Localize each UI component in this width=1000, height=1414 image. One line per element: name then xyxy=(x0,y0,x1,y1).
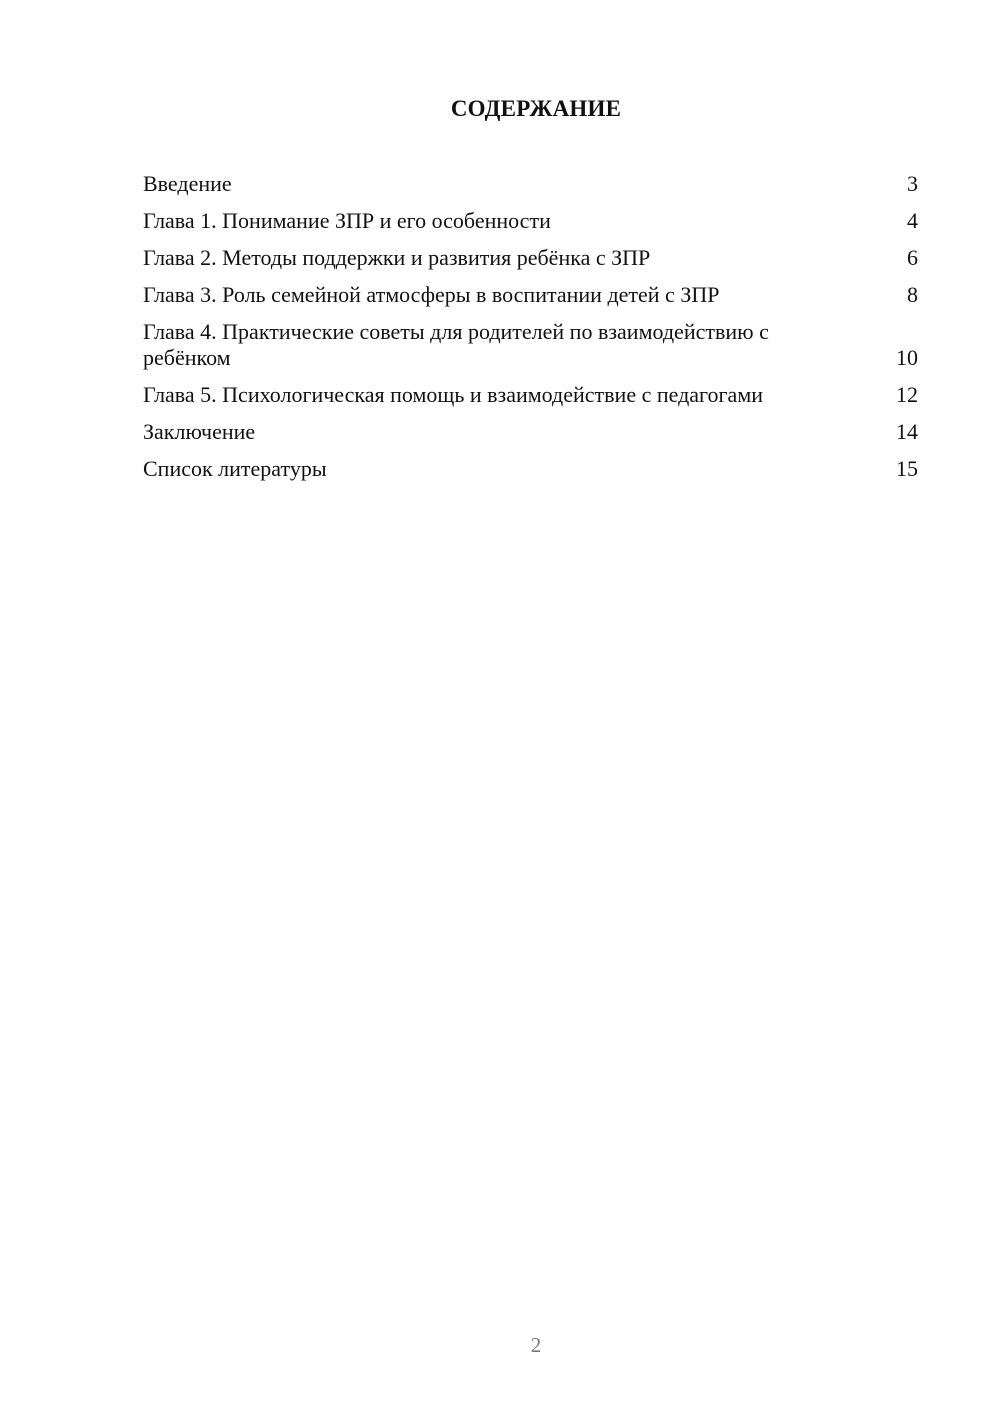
toc-entry-page: 6 xyxy=(907,245,918,270)
toc-entry-page: 10 xyxy=(896,345,918,370)
table-of-contents xyxy=(143,171,918,493)
toc-entry-chapter-1 xyxy=(143,208,918,234)
toc-entry-title: Глава 5. Психологическая помощь и взаимодействие с педагогами xyxy=(143,382,764,407)
toc-entry-chapter-5 xyxy=(143,382,918,408)
toc-entry-title: Список литературы xyxy=(143,456,327,481)
toc-entry-chapter-3 xyxy=(143,282,918,308)
page-number: 2 xyxy=(530,1333,542,1357)
toc-entry-page: 8 xyxy=(907,282,918,307)
toc-entry-title: Глава 3. Роль семейной атмосферы в воспитании детей с ЗПР xyxy=(143,282,720,307)
toc-entry-page: 14 xyxy=(896,419,918,444)
toc-entry-title: Глава 1. Понимание ЗПР и его особенности xyxy=(143,208,551,233)
page-title: СОДЕРЖАНИЕ xyxy=(450,96,622,121)
toc-entry-chapter-4 xyxy=(143,319,918,371)
toc-entry-title: Глава 4. Практические советы для родителей по взаимодействию с ребёнком xyxy=(143,319,769,370)
toc-entry-page: 15 xyxy=(896,456,918,481)
toc-entry-title: Заключение xyxy=(143,419,256,444)
toc-entry-chapter-2 xyxy=(143,245,918,271)
toc-entry-title: Введение xyxy=(143,171,232,196)
toc-entry-page: 4 xyxy=(907,208,918,233)
toc-entry-page: 3 xyxy=(907,171,918,196)
toc-entry-page: 12 xyxy=(896,382,918,407)
toc-entry-references xyxy=(143,456,918,482)
toc-entry-conclusion xyxy=(143,419,918,445)
toc-entry-introduction xyxy=(143,171,918,197)
toc-entry-title: Глава 2. Методы поддержки и развития ребёнка с ЗПР xyxy=(143,245,651,270)
